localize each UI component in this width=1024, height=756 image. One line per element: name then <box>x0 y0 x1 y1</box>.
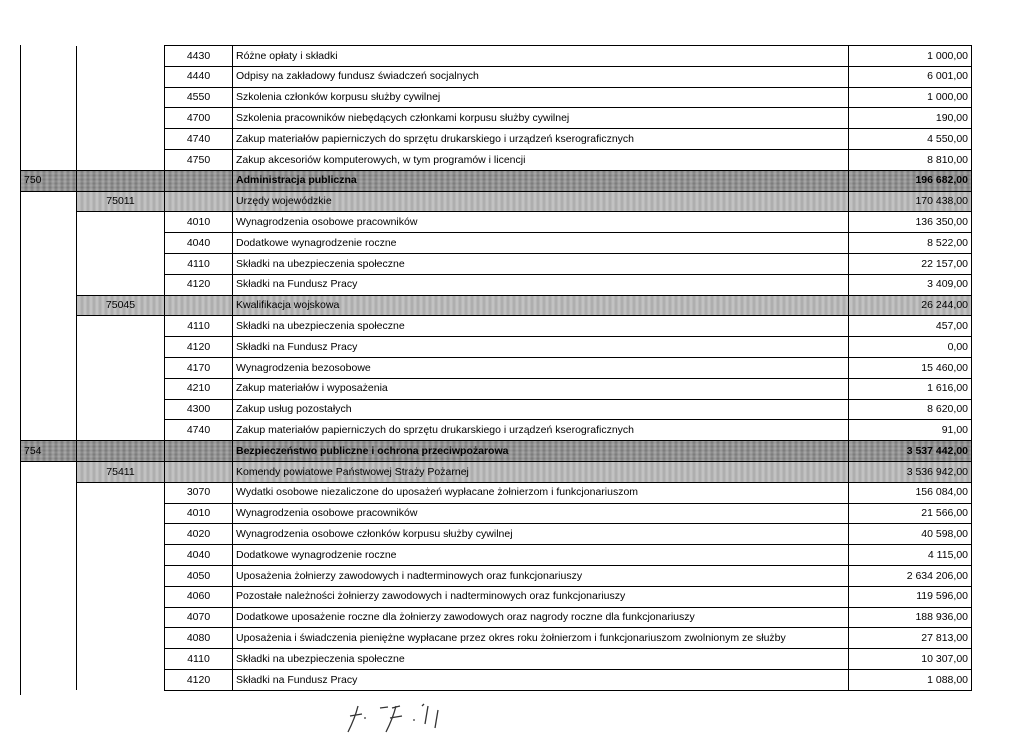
name-cell: Składki na Fundusz Pracy <box>233 274 849 295</box>
name-cell: Kwalifikacja wojskowa <box>233 295 849 316</box>
dzial-cell <box>21 524 77 545</box>
name-cell: Różne opłaty i składki <box>233 46 849 67</box>
dzial-cell <box>21 357 77 378</box>
paragraf-cell: 4040 <box>165 233 233 254</box>
rozdzial-cell <box>77 399 165 420</box>
paragraf-cell: 4300 <box>165 399 233 420</box>
rozdzial-cell <box>77 524 165 545</box>
budget-table <box>20 45 972 691</box>
dzial-cell <box>21 669 77 690</box>
dzial-cell <box>21 461 77 482</box>
dzial-cell: 750 <box>21 170 77 191</box>
rozdzial-cell <box>77 108 165 129</box>
paragraf-cell: 4050 <box>165 565 233 586</box>
name-cell: Zakup materiałów i wyposażenia <box>233 378 849 399</box>
dzial-cell <box>21 607 77 628</box>
paragraf-cell: 4110 <box>165 649 233 670</box>
rozdzial-cell <box>77 46 165 67</box>
paragraf-cell: 4120 <box>165 669 233 690</box>
paragraf-cell: 4120 <box>165 337 233 358</box>
dzial-cell <box>21 191 77 212</box>
dzial-cell <box>21 378 77 399</box>
rozdzial-cell: 75045 <box>77 295 165 316</box>
rozdzial-cell <box>77 378 165 399</box>
rozdzial-cell <box>77 316 165 337</box>
dzial-cell <box>21 586 77 607</box>
section-row-rozdzial <box>21 295 972 316</box>
name-cell: Zakup akcesoriów komputerowych, w tym programów i licencji <box>233 149 849 170</box>
amount-cell: 3 536 942,00 <box>849 461 972 482</box>
amount-cell: 136 350,00 <box>849 212 972 233</box>
table-row <box>21 524 972 545</box>
amount-cell: 190,00 <box>849 108 972 129</box>
name-cell: Wynagrodzenia bezosobowe <box>233 357 849 378</box>
name-cell: Odpisy na zakładowy fundusz świadczeń socjalnych <box>233 66 849 87</box>
table-row <box>21 503 972 524</box>
amount-cell: 1 616,00 <box>849 378 972 399</box>
paragraf-cell <box>165 170 233 191</box>
table-row <box>21 212 972 233</box>
paragraf-cell: 4210 <box>165 378 233 399</box>
amount-cell: 3 537 442,00 <box>849 441 972 462</box>
dzial-cell <box>21 503 77 524</box>
left-margin-line <box>20 45 21 695</box>
table-row <box>21 316 972 337</box>
paragraf-cell <box>165 441 233 462</box>
table-row <box>21 482 972 503</box>
name-cell: Szkolenia pracowników niebędących członkami korpusu służby cywilnej <box>233 108 849 129</box>
paragraf-cell <box>165 295 233 316</box>
name-cell: Komendy powiatowe Państwowej Straży Pożarnej <box>233 461 849 482</box>
paragraf-cell: 4060 <box>165 586 233 607</box>
rozdzial-cell <box>77 441 165 462</box>
paragraf-cell: 3070 <box>165 482 233 503</box>
amount-cell: 26 244,00 <box>849 295 972 316</box>
table-row <box>21 108 972 129</box>
amount-cell: 8 522,00 <box>849 233 972 254</box>
amount-cell: 4 550,00 <box>849 129 972 150</box>
paragraf-cell: 4010 <box>165 503 233 524</box>
name-cell: Uposażenia żołnierzy zawodowych i nadterminowych oraz funkcjonariuszy <box>233 565 849 586</box>
name-cell: Dodatkowe wynagrodzenie roczne <box>233 233 849 254</box>
dzial-cell <box>21 295 77 316</box>
dzial-cell <box>21 482 77 503</box>
amount-cell: 170 438,00 <box>849 191 972 212</box>
paragraf-cell: 4550 <box>165 87 233 108</box>
rozdzial-cell <box>77 274 165 295</box>
name-cell: Wynagrodzenia osobowe pracowników <box>233 503 849 524</box>
paragraf-cell: 4020 <box>165 524 233 545</box>
section-row-dzial <box>21 170 972 191</box>
dzial-cell <box>21 649 77 670</box>
paragraf-cell: 4010 <box>165 212 233 233</box>
paragraf-cell: 4040 <box>165 545 233 566</box>
paragraf-cell: 4110 <box>165 316 233 337</box>
name-cell: Składki na ubezpieczenia społeczne <box>233 649 849 670</box>
amount-cell: 21 566,00 <box>849 503 972 524</box>
paragraf-cell: 4170 <box>165 357 233 378</box>
paragraf-cell: 4110 <box>165 253 233 274</box>
name-cell: Dodatkowe uposażenie roczne dla żołnierzy zawodowych oraz nagrody roczne dla funkcjonariuszy <box>233 607 849 628</box>
amount-cell: 8 810,00 <box>849 149 972 170</box>
name-cell: Bezpieczeństwo publiczne i ochrona przeciwpożarowa <box>233 441 849 462</box>
table-row <box>21 565 972 586</box>
rozdzial-cell <box>77 482 165 503</box>
dzial-cell <box>21 253 77 274</box>
dzial-cell <box>21 420 77 441</box>
table-row <box>21 253 972 274</box>
rozdzial-cell: 75411 <box>77 461 165 482</box>
paragraf-cell: 4070 <box>165 607 233 628</box>
rozdzial-cell <box>77 253 165 274</box>
rozdzial-cell <box>77 66 165 87</box>
signature-handwritten <box>340 700 460 740</box>
table-row <box>21 87 972 108</box>
name-cell: Zakup materiałów papierniczych do sprzętu drukarskiego i urządzeń kserograficznych <box>233 420 849 441</box>
paragraf-cell: 4750 <box>165 149 233 170</box>
amount-cell: 3 409,00 <box>849 274 972 295</box>
dzial-cell <box>21 545 77 566</box>
amount-cell: 10 307,00 <box>849 649 972 670</box>
amount-cell: 15 460,00 <box>849 357 972 378</box>
name-cell: Składki na Fundusz Pracy <box>233 337 849 358</box>
amount-cell: 196 682,00 <box>849 170 972 191</box>
name-cell: Składki na Fundusz Pracy <box>233 669 849 690</box>
rozdzial-cell <box>77 503 165 524</box>
paragraf-cell <box>165 191 233 212</box>
amount-cell: 8 620,00 <box>849 399 972 420</box>
amount-cell: 1 000,00 <box>849 87 972 108</box>
section-row-rozdzial <box>21 461 972 482</box>
table-row <box>21 545 972 566</box>
dzial-cell <box>21 399 77 420</box>
table-row <box>21 649 972 670</box>
dzial-cell <box>21 337 77 358</box>
dzial-cell <box>21 212 77 233</box>
table-row <box>21 129 972 150</box>
name-cell: Składki na ubezpieczenia społeczne <box>233 253 849 274</box>
amount-cell: 119 596,00 <box>849 586 972 607</box>
name-cell: Zakup usług pozostałych <box>233 399 849 420</box>
table-row <box>21 357 972 378</box>
dzial-cell <box>21 233 77 254</box>
section-row-rozdzial <box>21 191 972 212</box>
name-cell: Urzędy wojewódzkie <box>233 191 849 212</box>
paragraf-cell <box>165 461 233 482</box>
table-row <box>21 607 972 628</box>
name-cell: Dodatkowe wynagrodzenie roczne <box>233 545 849 566</box>
amount-cell: 1 088,00 <box>849 669 972 690</box>
amount-cell: 4 115,00 <box>849 545 972 566</box>
amount-cell: 188 936,00 <box>849 607 972 628</box>
rozdzial-cell <box>77 607 165 628</box>
rozdzial-cell <box>77 212 165 233</box>
dzial-cell: 754 <box>21 441 77 462</box>
amount-cell: 91,00 <box>849 420 972 441</box>
name-cell: Uposażenia i świadczenia pieniężne wypłacane przez okres roku żołnierzom i funkcjonariuszom zwolnionym ze służby <box>233 628 849 649</box>
amount-cell: 27 813,00 <box>849 628 972 649</box>
rozdzial-cell <box>77 545 165 566</box>
dzial-cell <box>21 66 77 87</box>
section-row-dzial <box>21 441 972 462</box>
amount-cell: 40 598,00 <box>849 524 972 545</box>
rozdzial-cell <box>77 628 165 649</box>
table-row <box>21 399 972 420</box>
rozdzial-cell <box>77 357 165 378</box>
rozdzial-cell <box>77 170 165 191</box>
budget-table-body <box>21 46 972 691</box>
table-row <box>21 669 972 690</box>
amount-cell: 6 001,00 <box>849 66 972 87</box>
table-row <box>21 378 972 399</box>
dzial-cell <box>21 149 77 170</box>
table-row <box>21 66 972 87</box>
table-row <box>21 149 972 170</box>
rozdzial-cell: 75011 <box>77 191 165 212</box>
dzial-cell <box>21 274 77 295</box>
table-row <box>21 586 972 607</box>
dzial-cell <box>21 129 77 150</box>
name-cell: Pozostałe należności żołnierzy zawodowych i nadterminowych oraz funkcjonariuszy <box>233 586 849 607</box>
name-cell: Zakup materiałów papierniczych do sprzętu drukarskiego i urządzeń kserograficznych <box>233 129 849 150</box>
rozdzial-cell <box>77 565 165 586</box>
dzial-cell <box>21 87 77 108</box>
name-cell: Wynagrodzenia osobowe pracowników <box>233 212 849 233</box>
dzial-cell <box>21 628 77 649</box>
name-cell: Składki na ubezpieczenia społeczne <box>233 316 849 337</box>
paragraf-cell: 4440 <box>165 66 233 87</box>
rozdzial-cell <box>77 669 165 690</box>
paragraf-cell: 4740 <box>165 420 233 441</box>
name-cell: Szkolenia członków korpusu służby cywilnej <box>233 87 849 108</box>
rozdzial-cell <box>77 233 165 254</box>
rozdzial-cell <box>77 649 165 670</box>
rozdzial-cell <box>77 586 165 607</box>
dzial-cell <box>21 108 77 129</box>
table-row <box>21 628 972 649</box>
name-cell: Administracja publiczna <box>233 170 849 191</box>
rozdzial-cell <box>77 337 165 358</box>
paragraf-cell: 4120 <box>165 274 233 295</box>
table-row <box>21 337 972 358</box>
name-cell: Wynagrodzenia osobowe członków korpusu służby cywilnej <box>233 524 849 545</box>
table-row <box>21 420 972 441</box>
dzial-cell <box>21 316 77 337</box>
paragraf-cell: 4080 <box>165 628 233 649</box>
amount-cell: 1 000,00 <box>849 46 972 67</box>
rozdzial-cell <box>77 420 165 441</box>
paragraf-cell: 4430 <box>165 46 233 67</box>
amount-cell: 457,00 <box>849 316 972 337</box>
dzial-cell <box>21 46 77 67</box>
dzial-cell <box>21 565 77 586</box>
rozdzial-cell <box>77 129 165 150</box>
table-row <box>21 274 972 295</box>
paragraf-cell: 4740 <box>165 129 233 150</box>
amount-cell: 22 157,00 <box>849 253 972 274</box>
name-cell: Wydatki osobowe niezaliczone do uposażeń wypłacane żołnierzom i funkcjonariuszom <box>233 482 849 503</box>
table-row <box>21 233 972 254</box>
amount-cell: 156 084,00 <box>849 482 972 503</box>
table-row <box>21 46 972 67</box>
paragraf-cell: 4700 <box>165 108 233 129</box>
amount-cell: 0,00 <box>849 337 972 358</box>
amount-cell: 2 634 206,00 <box>849 565 972 586</box>
rozdzial-cell <box>77 87 165 108</box>
rozdzial-cell <box>77 149 165 170</box>
